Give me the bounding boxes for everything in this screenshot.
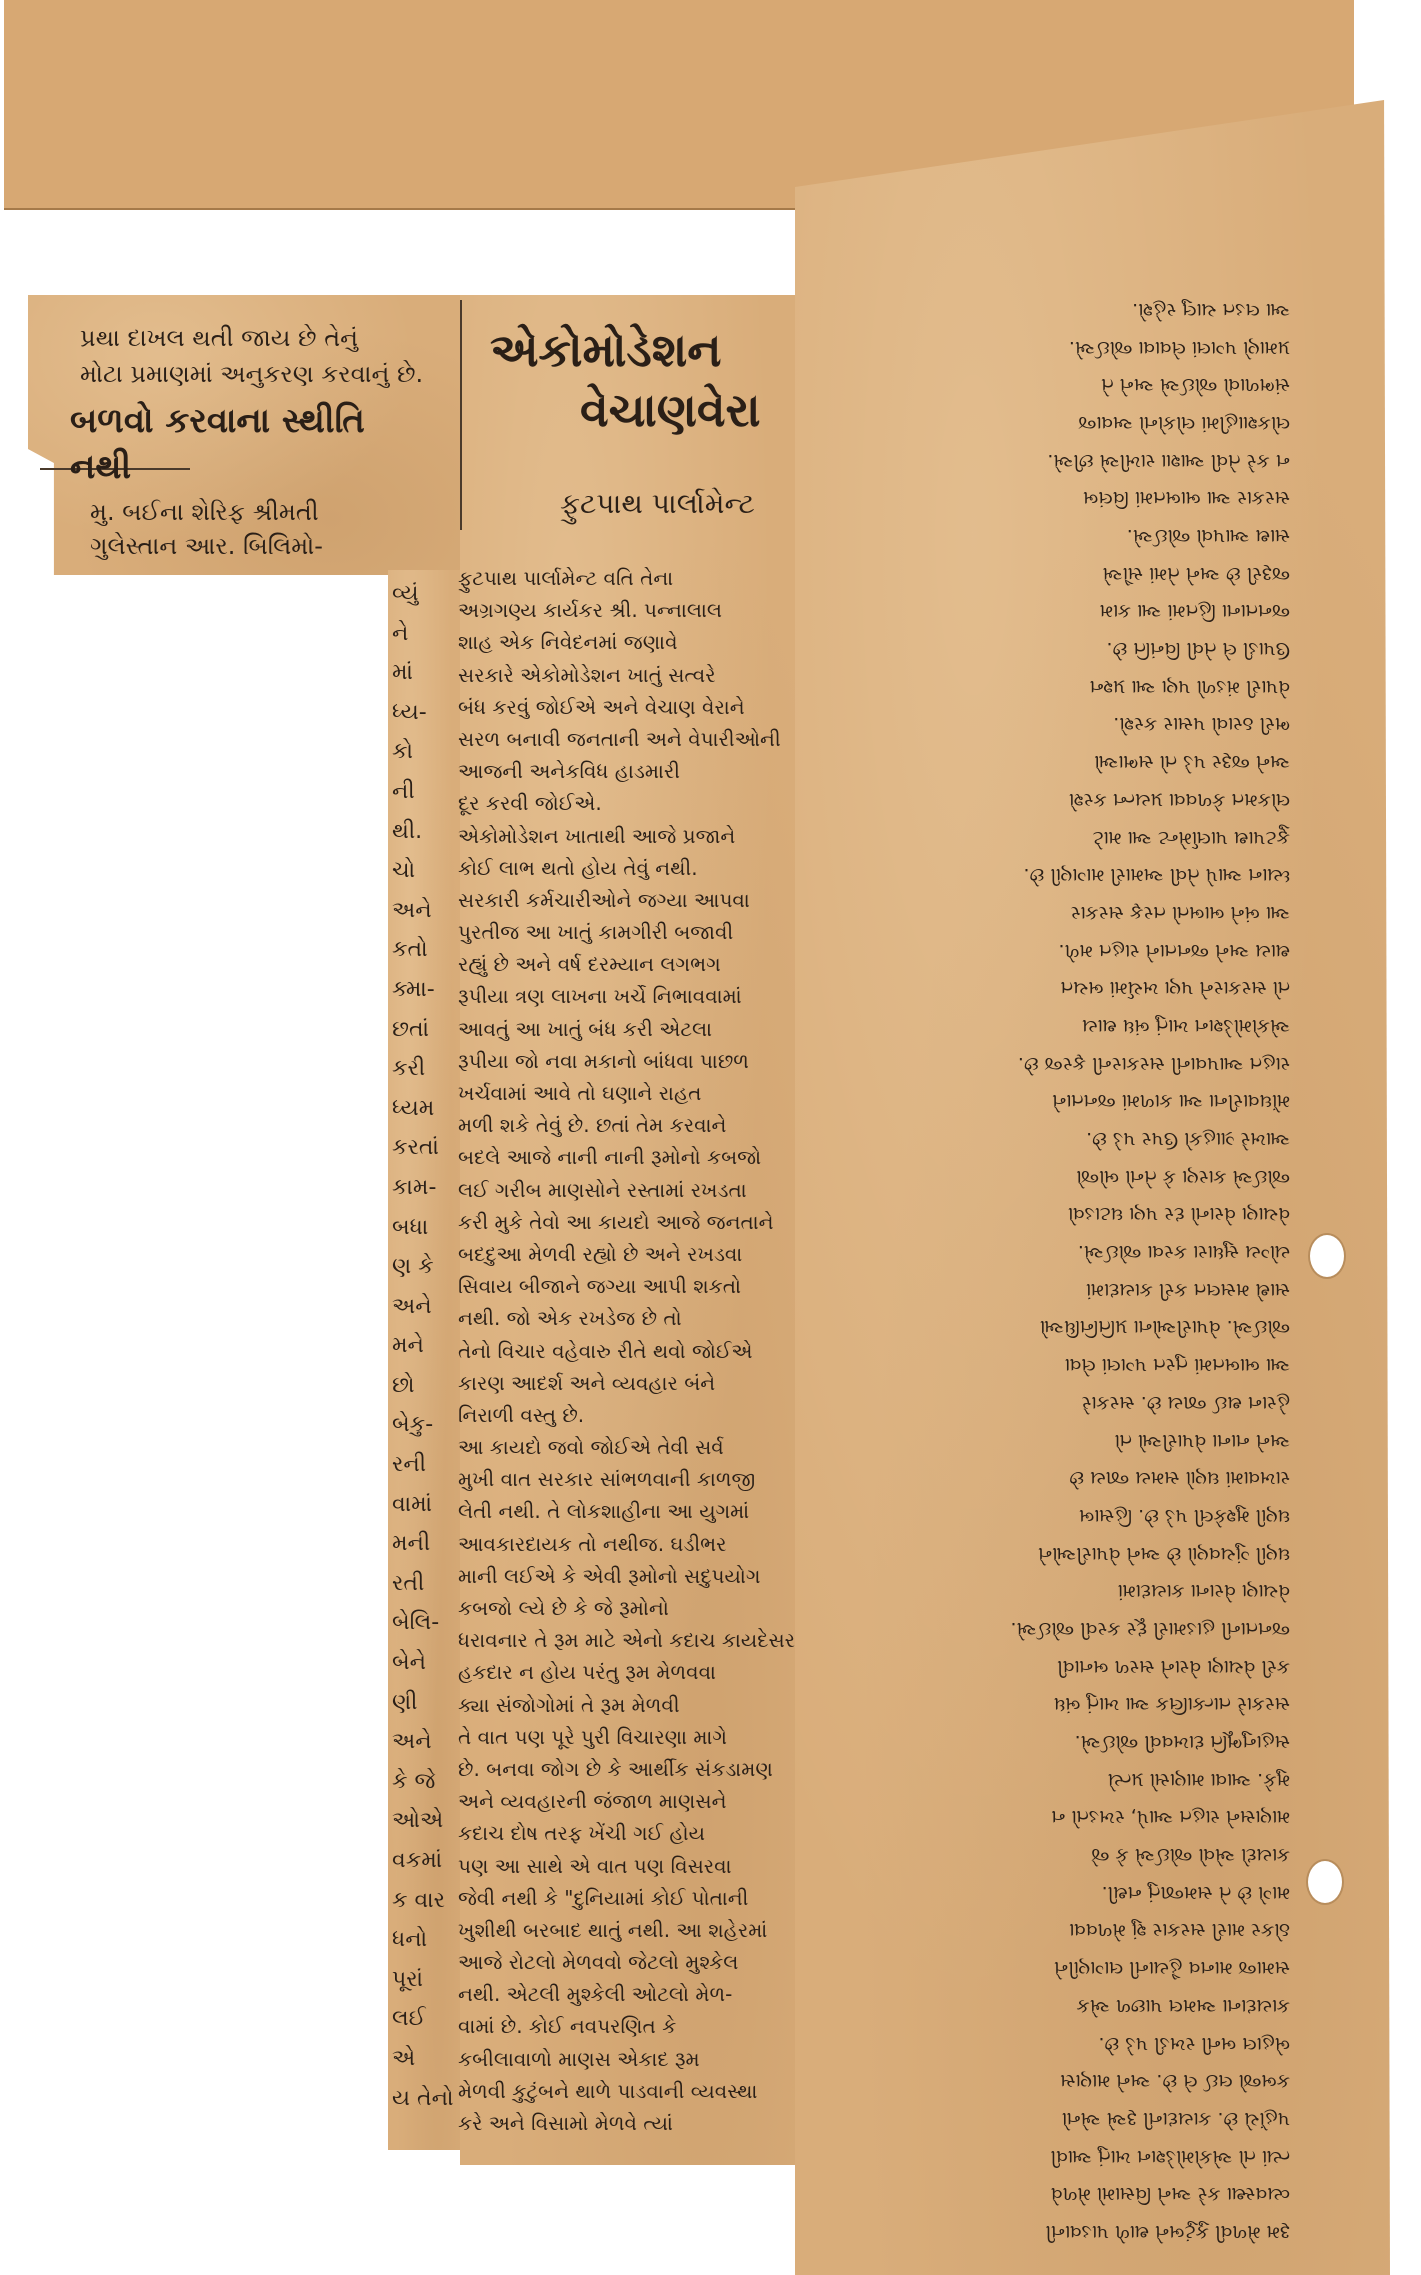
right-line: ભરી ઠરાવો પસાર કરશે. bbox=[1113, 713, 1290, 736]
right-line: ઉપાડી લે તેવી વિનંતિ છે. bbox=[1106, 638, 1290, 661]
fragment: વામાં bbox=[392, 1491, 433, 1517]
right-line: મોંઘવારીના આ કાળમાં જનતાને bbox=[1052, 1090, 1290, 1113]
body-line: એકોમોડેશન ખાતાથી આજે પ્રજાને bbox=[458, 823, 736, 848]
right-line: જોઈએ કારણ કે તેનો બોજો bbox=[1076, 1165, 1290, 1188]
right-line: કબજો લઈ લે છે. અને માણસ bbox=[1060, 2070, 1290, 2093]
fragment: બેકુ- bbox=[392, 1412, 434, 1438]
right-line: સાથે મસલત કરી કાયદામાં bbox=[1085, 1278, 1290, 1301]
right-line: વેચાણ વેરાનો દર પણ ઘટાડવો bbox=[1067, 1203, 1290, 1226]
body-line: રૂપીયા ત્રણ લાખના ખર્ચે નિભાવવામાં bbox=[458, 984, 742, 1009]
article-headline bbox=[490, 320, 761, 440]
fragment: રની bbox=[392, 1452, 427, 1478]
right-line: રાહત આપવાની સરકારની ફરજ છે. bbox=[1017, 1052, 1290, 1075]
fragment: અને bbox=[392, 1293, 432, 1319]
right-line: રાખવામાં ઘણો સમય જાય છે bbox=[1069, 1467, 1290, 1490]
fragment: ક્મા- bbox=[392, 976, 435, 1002]
right-line: લોકશાહીમાં લોકોનો અવાજ bbox=[1078, 412, 1290, 434]
right-line: સંભળાવો જોઈએ અને તે bbox=[1100, 374, 1290, 397]
body-line: કોઈ લાભ થતો હોય તેવું નથી. bbox=[458, 855, 698, 880]
body-line: હકદાર ન હોય પરંતુ રૂમ મેળવવા bbox=[458, 1660, 716, 1685]
body-line: કબીલાવાળો માણસ એકાદ રૂમ bbox=[458, 2046, 700, 2071]
right-line: હેરાન થઈ જાય છે. સરકારે bbox=[1081, 1391, 1290, 1414]
body-line: કબજો લ્યે છે કે જે રૂમોનો bbox=[458, 1596, 669, 1620]
right-line: સહાનુભૂતિ દાખવવી જોઈએ. bbox=[1074, 1731, 1290, 1754]
body-line: આવકારદાયક તો નથીજ. ઘડીભર bbox=[458, 1531, 727, 1556]
body-line: અને વ્યવહારની જંજાળ માણસને bbox=[458, 1789, 727, 1814]
byline-line: મુ. બઈના શેરિફ શ્રીમતી bbox=[90, 498, 319, 526]
fragment: કતો bbox=[392, 937, 428, 963]
right-line: જનતાના હિતમાં આ કામ bbox=[1099, 600, 1290, 623]
body-line: આજે રોટલો મેળવવો જેટલો મુશ્કેલ bbox=[458, 1950, 739, 1975]
right-line: જરૂરી છે અને તેમાં સૌએ bbox=[1102, 562, 1290, 585]
right-line: જનતાની હાડમારી દૂર કરવી જોઈએ. bbox=[1010, 1618, 1290, 1640]
body-line: રૂપીયા જો નવા મકાનો બાંધવા પાછળ bbox=[458, 1048, 749, 1073]
fragment: રતી bbox=[392, 1570, 425, 1596]
fragment: વકમાં bbox=[392, 1848, 443, 1873]
body-line: કરે અને વિસામો મેળવે ત્યાં bbox=[458, 2111, 673, 2135]
intro-line: મોટા પ્રમાણમાં અનુકરણ કરવાનું છે. bbox=[80, 360, 424, 388]
right-line: આ બંને બાબતો તરફ સરકાર bbox=[1070, 901, 1290, 924]
body-line: આજની અનેકવિધ હાડમારી bbox=[458, 759, 680, 784]
body-line: ધરાવનાર તે રૂમ માટે એનો કદાચ કાયદેસર bbox=[458, 1628, 795, 1653]
fragment: કામ- bbox=[392, 1174, 437, 1200]
fragment: મની bbox=[392, 1531, 431, 1557]
fragment: પૂરાં bbox=[392, 1966, 424, 1992]
right-line: ત્યાં તો એકોમોડેશન ખાતું આવી bbox=[1050, 2145, 1290, 2168]
fragment: છો bbox=[392, 1372, 415, 1398]
fragment: ઓએ bbox=[392, 1808, 444, 1834]
fragment: ક વાર bbox=[392, 1887, 445, 1913]
body-line: પુરતીજ આ ખાતું કામગીરી બજાવી bbox=[458, 920, 734, 945]
fragment: કરતાં bbox=[392, 1135, 439, 1161]
right-line: માગે છે તે સમજાતું નથી. bbox=[1101, 1881, 1290, 1904]
article-subhead bbox=[560, 486, 755, 522]
body-line: કદાચ દોષ તરફ ખેંચી ગઈ હોય bbox=[458, 1821, 706, 1846]
headline-line: બળવો કરવાના સ્થીતિ bbox=[70, 401, 365, 441]
fragment: કરી bbox=[392, 1056, 426, 1082]
right-line: રૂમ મેળવી કુટુંબને થાળે પાડવાની bbox=[1045, 2221, 1290, 2243]
right-line: ઘણી ગુંચવણો છે અને વેપારીઓને bbox=[1037, 1542, 1290, 1565]
right-line: વેપારી મંડળો પણ આ પ્રશ્ન bbox=[1089, 675, 1290, 698]
byline-line: ગુલેસ્તાન આર. બિલિમો- bbox=[90, 532, 323, 560]
right-line: આખરે ગ્રાહકો ઉપર પડે છે. bbox=[1086, 1128, 1290, 1151]
headline-2: વેચાણવેરા bbox=[580, 383, 761, 437]
right-line: આ લડત ચાલુ રહેશે. bbox=[1132, 298, 1290, 321]
right-line: વ્યવસ્થા કરે અને વિસામો મેળવે bbox=[1050, 2183, 1290, 2206]
column-rule-left bbox=[460, 300, 462, 530]
article-body bbox=[458, 562, 800, 2139]
body-line: જેવી નથી કે "દુનિયામાં કોઈ પોતાની bbox=[458, 1885, 749, 1910]
right-line: કાયદો એવો જોઈએ કે જે bbox=[1091, 1844, 1290, 1867]
body-line: કરી મુકે તેવો આ કાયદો આજે જનતાને bbox=[458, 1209, 774, 1234]
right-line: પ્રમાણે પગલાં લેવાવા જોઈએ. bbox=[1068, 336, 1290, 359]
right-line: સમાજ માનવ હૈયાની લાગણીને bbox=[1054, 1957, 1290, 1980]
body-line: નિરાળી વસ્તુ છે. bbox=[458, 1402, 585, 1427]
right-line: ધ્યાન આપે તેવી અમારી માગણી છે. bbox=[1023, 864, 1290, 887]
body-line: બંધ કરવું જોઈએ અને વેચાણ વેરાને bbox=[458, 694, 745, 719]
headline-1: એકોમોડેશન bbox=[490, 323, 722, 377]
right-line: જોઈએ. વેપારીઓના પ્રતિનિધિઓ bbox=[1039, 1316, 1290, 1339]
left-headline bbox=[70, 398, 365, 490]
body-line: સરકારી કર્મચારીઓને જગ્યા આપવા bbox=[458, 887, 750, 912]
right-line: લોકમત કેળવવા પ્રયત્ન કરશે bbox=[1068, 788, 1290, 811]
body-line: તે વાત પણ પૂરે પુરી વિચારણા માગે bbox=[458, 1724, 727, 1749]
right-line: સરકાર આ બાબતમાં વિલંબ bbox=[1083, 487, 1290, 510]
left-intro bbox=[80, 320, 423, 392]
headline-line: નથી bbox=[70, 447, 132, 487]
fragment: ધ્યમ bbox=[392, 1095, 435, 1121]
fragment: ણ કે bbox=[392, 1254, 434, 1280]
body-line: ખુશીથી બરબાદ થાતું નથી. આ શહેરમાં bbox=[458, 1917, 768, 1942]
right-line: ન કરે તેવી આશા રાખીએ છીએ. bbox=[1047, 449, 1290, 472]
body-line: સિવાય બીજાને જગ્યા આપી શકતો bbox=[458, 1274, 742, 1299]
fragment: અને bbox=[392, 897, 432, 923]
right-line: કરી વેચાણ વેરાને સરળ બનાવી bbox=[1057, 1655, 1290, 1678]
body-line: સરકારે એકોમોડેશન ખાતું સત્વરે bbox=[458, 662, 716, 687]
fragment: થી. bbox=[392, 818, 423, 844]
body-line: લેતી નથી. તે લોકશાહીના આ યુગમાં bbox=[458, 1499, 750, 1524]
fragment: અને bbox=[392, 1729, 432, 1755]
body-line: કારણ આદર્શ અને વ્યવહાર બંને bbox=[458, 1370, 716, 1395]
fragment: બેલિ- bbox=[392, 1610, 440, 1636]
right-line: કાયદાના અમલ પાછળ એક bbox=[1076, 1994, 1290, 2017]
body-line: બદલે આજે નાની નાની રૂમોનો કબજો bbox=[458, 1145, 762, 1170]
body-line: વામાં છે. કોઈ નવપરણિત કે bbox=[458, 2014, 677, 2039]
left-byline bbox=[90, 495, 323, 563]
fragment: કો bbox=[392, 739, 414, 765]
fragment: છતાં bbox=[392, 1016, 429, 1042]
punch-hole-upper bbox=[1308, 1233, 1346, 1279]
fragment: બેને bbox=[392, 1650, 427, 1676]
right-line: ઠોકર મારી સરકાર શું મેળવવા bbox=[1069, 1919, 1290, 1942]
body-line: પણ આ સાથે એ વાત પણ વિસરવા bbox=[458, 1853, 732, 1878]
body-line: રહ્યું છે અને વર્ષ દરમ્યાન લગભગ bbox=[458, 952, 721, 977]
right-line: આ બાબતમાં તુરત પગલાં લેવા bbox=[1064, 1354, 1290, 1377]
body-line: લઈ ગરીબ માણસોને રસ્તામાં રખડતા bbox=[458, 1177, 747, 1202]
right-column-text bbox=[820, 290, 1290, 2250]
right-line: મુકે. આવા માણસો પ્રત્યે bbox=[1107, 1768, 1290, 1791]
fragment: વ્યું bbox=[392, 581, 419, 606]
right-line: માણસને રાહત આપે, રખડતો ન bbox=[1051, 1806, 1290, 1829]
fragment: ચો bbox=[392, 858, 416, 884]
right-line: તો સરકારને પણ ખર્ચમાં બચત bbox=[1060, 977, 1290, 1000]
right-line: અને નાના વેપારીઓ તો bbox=[1114, 1429, 1290, 1452]
fragment: ધનો bbox=[392, 1927, 428, 1953]
fragment: માં bbox=[392, 660, 413, 686]
body-line: તેનો વિચાર વહેવારુ રીતે થવો જોઈએ bbox=[458, 1338, 753, 1363]
punch-hole-lower bbox=[1306, 1859, 1344, 1905]
body-line: મળી શકે તેવું છે. છતાં તેમ કરવાને bbox=[458, 1113, 727, 1138]
fragment: ને bbox=[392, 620, 409, 646]
body-line: માની લઈએ કે એવી રૂમોનો સદુપયોગ bbox=[458, 1563, 761, 1588]
body-line: અગ્રગણ્ય કાર્યકર શ્રી. પન્નાલાલ bbox=[458, 598, 722, 623]
fragment: મને bbox=[392, 1333, 424, 1359]
right-line: અને જરૂર પડે તો સભાઓ bbox=[1094, 751, 1290, 774]
right-line: ફુટપાથ પાર્લામેન્ટ આ માટે bbox=[1092, 826, 1290, 849]
right-line: વેચાણ વેરાના કાયદામાં bbox=[1117, 1580, 1290, 1603]
right-line: પહોંચે છે. કાયદાની રૂએ એનો bbox=[1061, 2107, 1290, 2130]
body-line: આવતું આ ખાતું બંધ કરી એટલા bbox=[458, 1016, 712, 1041]
right-line: સાથ આપવો જોઈએ. bbox=[1126, 525, 1290, 548]
fragment: ની bbox=[392, 778, 415, 804]
fragment: બધા bbox=[392, 1214, 429, 1240]
body-line: શાહ એક નિવેદનમાં જણાવે bbox=[458, 630, 678, 655]
right-line: બેહાલ બની રખડી પડે છે. bbox=[1098, 2032, 1290, 2055]
fragment: એ bbox=[392, 2045, 416, 2071]
subhead: ફુટપાથ પાર્લામેન્ટ bbox=[560, 487, 755, 520]
body-line: દૂર કરવી જોઈએ. bbox=[458, 791, 602, 816]
body-line: મેળવી કુટુંબને થાળે પાડવાની વ્યવસ્થા bbox=[458, 2078, 758, 2103]
body-line: સરળ બનાવી જનતાની અને વેપારીઓની bbox=[458, 726, 781, 751]
fragment: કે જે bbox=[392, 1768, 436, 1794]
right-line: યોગ્ય સુધારા કરવા જોઈએ. bbox=[1077, 1241, 1290, 1264]
body-line: નથી. જો એક રખડેજ છે તો bbox=[458, 1306, 682, 1331]
right-line: સરકારે તાત્કાલિક આ ખાતું બંધ bbox=[1053, 1693, 1290, 1716]
right-line: એકોમોડેશન ખાતું બંધ થાય bbox=[1081, 1015, 1290, 1037]
body-line: ક્યા સંજોગોમાં તે રૂમ મેળવી bbox=[458, 1692, 680, 1717]
body-line: ખર્ચવામાં આવે તો ઘણાને રાહત bbox=[458, 1081, 702, 1105]
body-line: નથી. એટલી મુશ્કેલી ઓટલો મેળ- bbox=[458, 1982, 733, 2007]
fragment: ધ્ય- bbox=[392, 699, 427, 725]
body-line: મુખી વાત સરકાર સાંભળવાની કાળજી bbox=[458, 1467, 756, 1492]
body-line: આ કાયદો જવો જોઈએ તેવી સર્વ bbox=[458, 1435, 724, 1460]
body-line: બદદુઆ મેળવી રહ્યો છે અને રખડવા bbox=[458, 1241, 743, 1266]
fragment: લઈ bbox=[392, 2006, 426, 2032]
body-line: છે. બનવા જોગ છે કે આર્થીક સંકડામણ bbox=[458, 1756, 773, 1781]
intro-line: પ્રથા દાખલ થતી જાય છે તેનું bbox=[80, 324, 359, 352]
left-edge-fragments bbox=[392, 574, 454, 2118]
body-line: ફુટપાથ પાર્લામેન્ટ વતિ તેના bbox=[458, 566, 674, 590]
fragment: ણી bbox=[392, 1689, 418, 1715]
right-line: ઘણી મુશ્કેલી પડે છે. હિસાબ bbox=[1078, 1504, 1290, 1527]
fragment: ય તેનો bbox=[392, 2085, 454, 2111]
right-line: થાય અને જનતાને રાહત મળે. bbox=[1058, 939, 1290, 962]
